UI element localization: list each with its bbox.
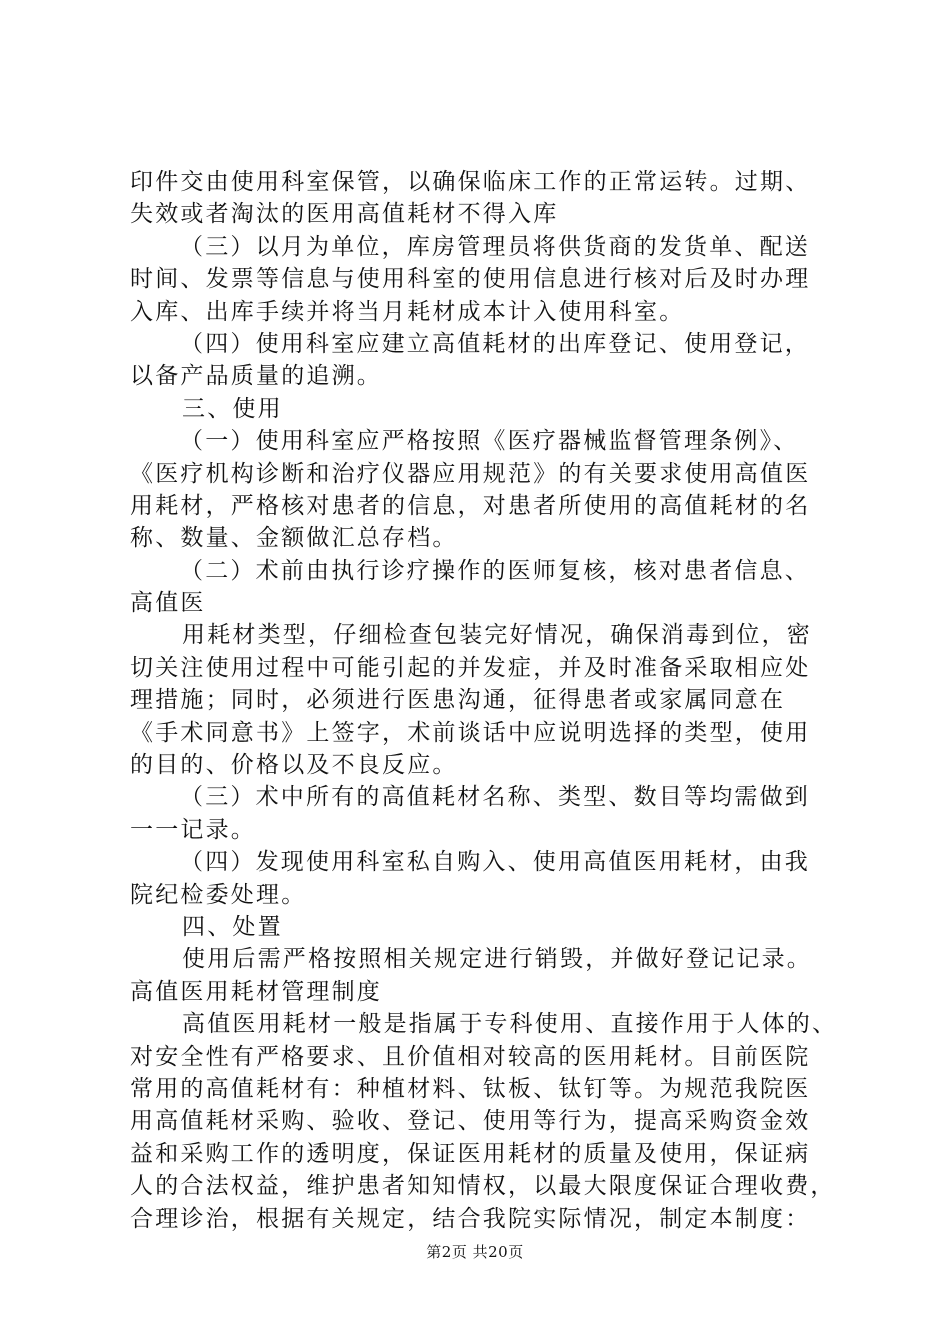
text-line: 高值医 bbox=[130, 590, 206, 617]
text-line: 院纪检委处理。 bbox=[130, 881, 307, 908]
text-line: 对安全性有严格要求、且价值相对较高的医用耗材。目前医院 bbox=[130, 1043, 811, 1070]
text-line: 理措施；同时，必须进行医患沟通，征得患者或家属同意在 bbox=[130, 687, 786, 714]
text-line: 使用后需严格按照相关规定进行销毁，并做好登记记录。 bbox=[182, 946, 812, 973]
text-line: （三）术中所有的高值耗材名称、类型、数目等均需做到 bbox=[180, 784, 810, 811]
text-line: 用高值耗材采购、验收、登记、使用等行为，提高采购资金效 bbox=[130, 1108, 811, 1135]
text-line: 印件交由使用科室保管，以确保临床工作的正常运转。过期、 bbox=[130, 169, 811, 195]
text-line: 《医疗机构诊断和治疗仪器应用规范》的有关要求使用高值医 bbox=[130, 460, 811, 487]
text-line: （四）使用科室应建立高值耗材的出库登记、使用登记， bbox=[180, 330, 810, 357]
text-line: 益和采购工作的透明度，保证医用耗材的质量及使用，保证病 bbox=[130, 1140, 811, 1167]
text-line: （四）发现使用科室私自购入、使用高值医用耗材，由我 bbox=[180, 849, 810, 876]
document-body bbox=[130, 166, 838, 1235]
text-line: 高值医用耗材一般是指属于专科使用、直接作用于人体的、 bbox=[182, 1011, 838, 1038]
text-line: 以备产品质量的追溯。 bbox=[130, 363, 382, 390]
text-line: 一一记录。 bbox=[130, 816, 256, 843]
text-line: 切关注使用过程中可能引起的并发症，并及时准备采取相应处 bbox=[130, 654, 811, 681]
page-footer: 第2页 共20页 bbox=[426, 1243, 524, 1261]
text-line: 入库、出库手续并将当月耗材成本计入使用科室。 bbox=[130, 298, 685, 325]
text-line: （三）以月为单位，库房管理员将供货商的发货单、配送 bbox=[180, 233, 810, 260]
text-line: 人的合法权益，维护患者知知情权，以最大限度保证合理收费， bbox=[130, 1173, 836, 1200]
text-line: 合理诊治，根据有关规定，结合我院实际情况，制定本制度： bbox=[130, 1205, 811, 1232]
document-title: 高值医用耗材管理制度 bbox=[130, 978, 382, 1005]
text-line: 失效或者淘汰的医用高值耗材不得入库 bbox=[130, 201, 559, 228]
text-line: 称、数量、金额做汇总存档。 bbox=[130, 525, 458, 552]
section-heading: 三、使用 bbox=[182, 395, 283, 422]
text-line: 常用的高值耗材有：种植材料、钛板、钛钉等。为规范我院医 bbox=[130, 1075, 811, 1102]
text-line: （一）使用科室应严格按照《医疗器械监督管理条例》、 bbox=[180, 428, 799, 455]
text-line: 时间、发票等信息与使用科室的使用信息进行核对后及时办理 bbox=[130, 266, 811, 293]
section-heading: 四、处置 bbox=[182, 913, 283, 940]
text-line: 《手术同意书》上签字，术前谈话中应说明选择的类型，使用 bbox=[130, 719, 811, 746]
text-line: 用耗材，严格核对患者的信息，对患者所使用的高值耗材的名 bbox=[130, 492, 811, 519]
text-line: 用耗材类型，仔细检查包装完好情况，确保消毒到位，密 bbox=[182, 622, 812, 649]
text-line: （二）术前由执行诊疗操作的医师复核，核对患者信息、 bbox=[180, 557, 810, 584]
text-line: 的目的、价格以及不良反应。 bbox=[130, 752, 458, 779]
